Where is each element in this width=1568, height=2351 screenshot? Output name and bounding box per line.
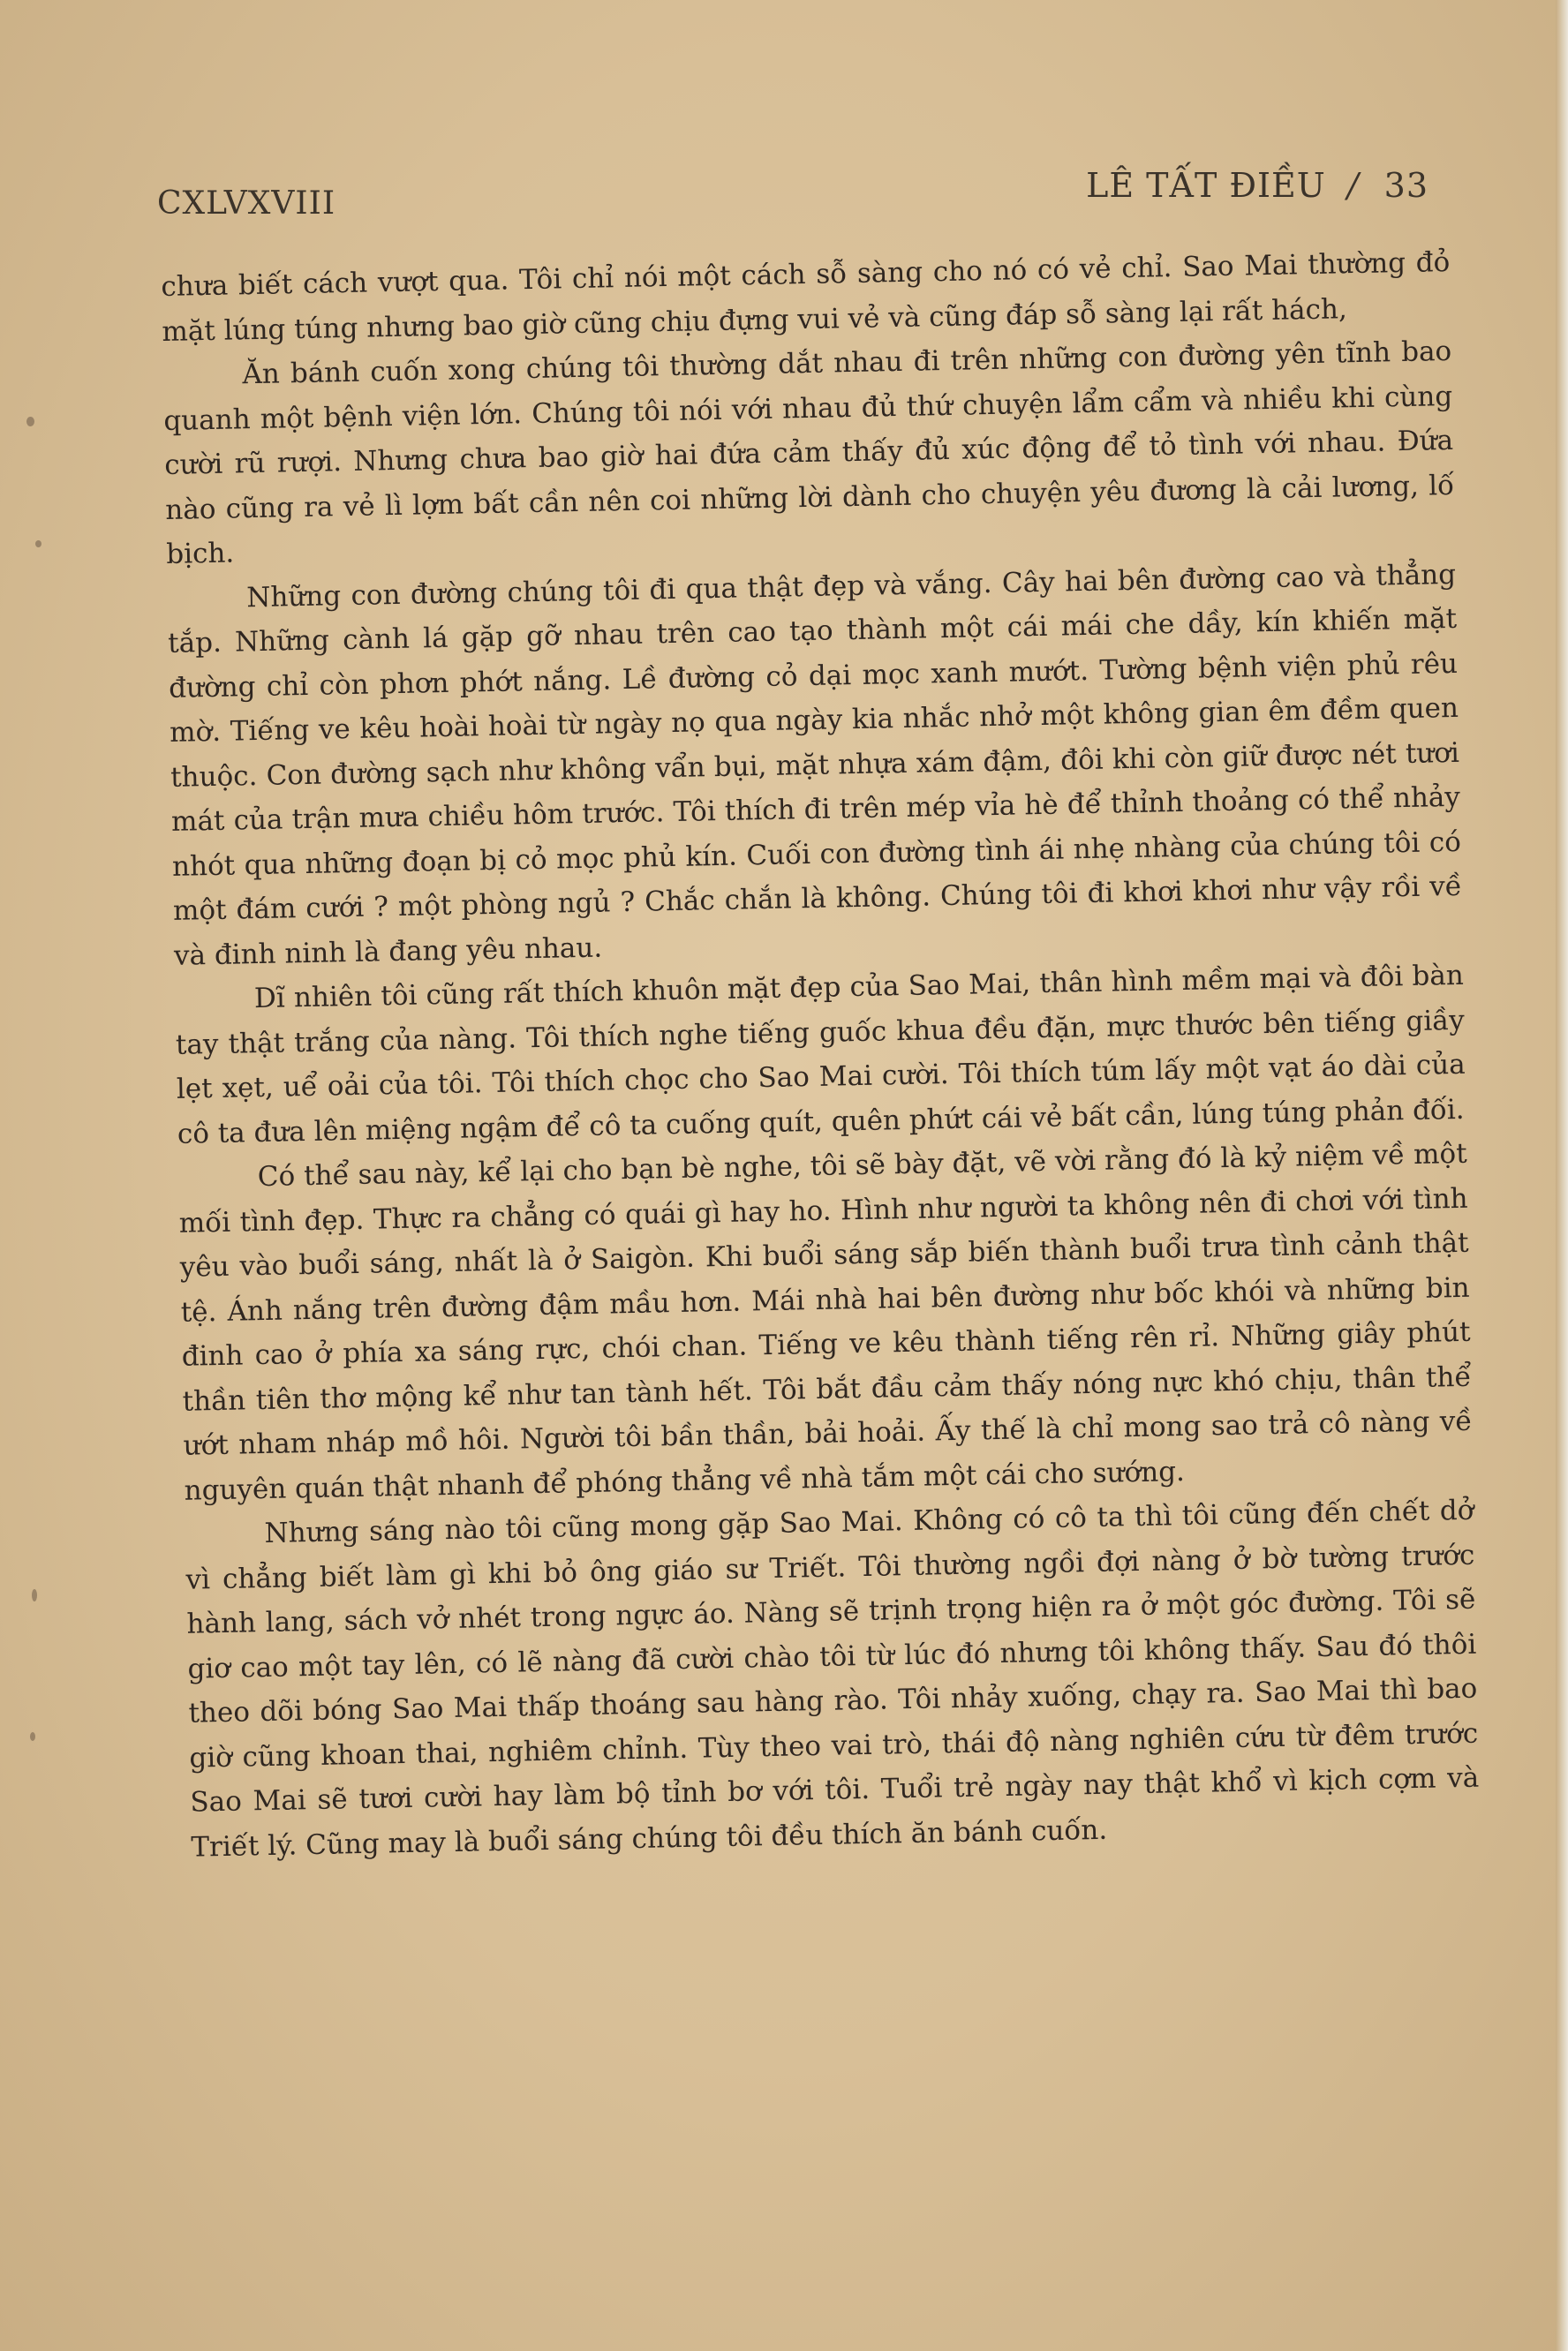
paper-speck (26, 417, 34, 426)
page-edge (1556, 0, 1568, 2351)
paragraph: chưa biết cách vượt qua. Tôi chỉ nói một cách sỗ sàng cho nó có vẻ chỉ. Sao Mai thường đỏ mặt lúng túng nhưng bao giờ cũng chịu đựng vui vẻ và cũng đáp sỗ sàng lại rất hách, (161, 245, 1451, 348)
paragraph: Nhưng sáng nào tôi cũng mong gặp Sao Mai. Không có cô ta thì tôi cũng đến chết dở vì chẳng biết làm gì khi bỏ ông giáo sư Triết. Tôi thường ngồi đợi nàng ở bờ tường trước hành lang, sách vở nhét trong ngực áo. Nàng sẽ trịnh trọng hiện ra ở một góc đường. Tôi sẽ giơ cao một tay lên, có lẽ nàng đã cười chào tôi từ lúc đó nhưng tôi không thấy. Sau đó thôi theo dõi bóng Sao Mai thấp thoáng sau hàng rào. Tôi nhảy xuống, chạy ra. Sao Mai thì bao giờ cũng khoan thai, nghiêm chỉnh. Tùy theo vai trò, thái độ nàng nghiên cứu từ đêm trước Sao Mai sẽ tươi cười hay làm bộ tỉnh bơ với tôi. Tuổi trẻ ngày nay thật khổ vì kịch cợm và Triết lý. Cũng may là buổi sáng chúng tôi đều thích ăn bánh cuốn. (185, 1494, 1480, 1864)
paragraph: Những con đường chúng tôi đi qua thật đẹp và vắng. Cây hai bên đường cao và thẳng tắp. Những cành lá gặp gỡ nhau trên cao tạo thành một cái mái che dầy, kín khiến mặt đường chỉ còn phơn phớt nắng. Lề đường cỏ dại mọc xanh mướt. Tường bệnh viện phủ rêu mờ. Tiếng ve kêu hoài hoài từ ngày nọ qua ngày kia nhắc nhở một không gian êm đềm quen thuộc. Con đường sạch như không vẩn bụi, mặt nhựa xám đậm, đôi khi còn giữ được nét tươi mát của trận mưa chiều hôm trước. Tôi thích đi trên mép vỉa hè để thỉnh thoảng có thể nhảy nhót qua những đoạn bị cỏ mọc phủ kín. Cuối con đường tình ái nhẹ nhàng của chúng tôi có một đám cưới ? một phòng ngủ ? Chắc chắn là không. Chúng tôi đi khơi khơi như vậy rồi về và đinh ninh là đang yêu nhau. (167, 558, 1463, 972)
paragraph: Ăn bánh cuốn xong chúng tôi thường dắt nhau đi trên những con đường yên tĩnh bao quanh một bệnh viện lớn. Chúng tôi nói với nhau đủ thứ chuyện lẩm cẩm và nhiều khi cùng cười rũ rượi. Nhưng chưa bao giờ hai đứa cảm thấy đủ xúc động để tỏ tình với nhau. Đứa nào cũng ra vẻ lì lợm bất cần nên coi những lời dành cho chuyện yêu đương là cải lương, lố bịch. (163, 335, 1455, 570)
header-author-page (1086, 166, 1429, 205)
header-code: CXLVXVIII (157, 185, 336, 222)
paper-speck (30, 1732, 35, 1741)
paragraph: Có thể sau này, kể lại cho bạn bè nghe, tôi sẽ bày đặt, vẽ vời rằng đó là kỷ niệm về một mối tình đẹp. Thực ra chẳng có quái gì hay ho. Hình như người ta không nên đi chơi với tình yêu vào buổi sáng, nhất là ở Saigòn. Khi buổi sáng sắp biến thành buổi trưa tình cảnh thật tệ. Ánh nắng trên đường đậm mầu hơn. Mái nhà hai bên đường như bốc khói và những bin đinh cao ở phía xa sáng rực, chói chan. Tiếng ve kêu thành tiếng rên rỉ. Những giây phút thần tiên thơ mộng kể như tan tành hết. Tôi bắt đầu cảm thấy nóng nực khó chịu, thân thể ướt nham nháp mồ hôi. Người tôi bần thần, bải hoải. Ấy thế là chỉ mong sao trả cô nàng về nguyên quán thật nhanh để phóng thẳng về nhà tắm một cái cho sướng. (178, 1137, 1473, 1507)
page-number: 33 (1383, 166, 1429, 205)
page-header (157, 157, 1429, 222)
header-separator: / (1346, 166, 1360, 205)
paragraph: Dĩ nhiên tôi cũng rất thích khuôn mặt đẹp của Sao Mai, thân hình mềm mại và đôi bàn tay thật trắng của nàng. Tôi thích nghe tiếng guốc khua đều đặn, mực thước bên tiếng giầy lẹt xẹt, uể oải của tôi. Tôi thích chọc cho Sao Mai cười. Tôi thích túm lấy một vạt áo dài của cô ta đưa lên miệng ngậm để cô ta cuống quít, quên phứt cái vẻ bất cần, lúng túng phản đối. (175, 959, 1466, 1150)
header-author: LÊ TẤT ĐIỀU (1086, 166, 1326, 205)
body-text (161, 240, 1481, 1870)
paper-speck (32, 1589, 37, 1601)
paper-speck (35, 540, 41, 547)
